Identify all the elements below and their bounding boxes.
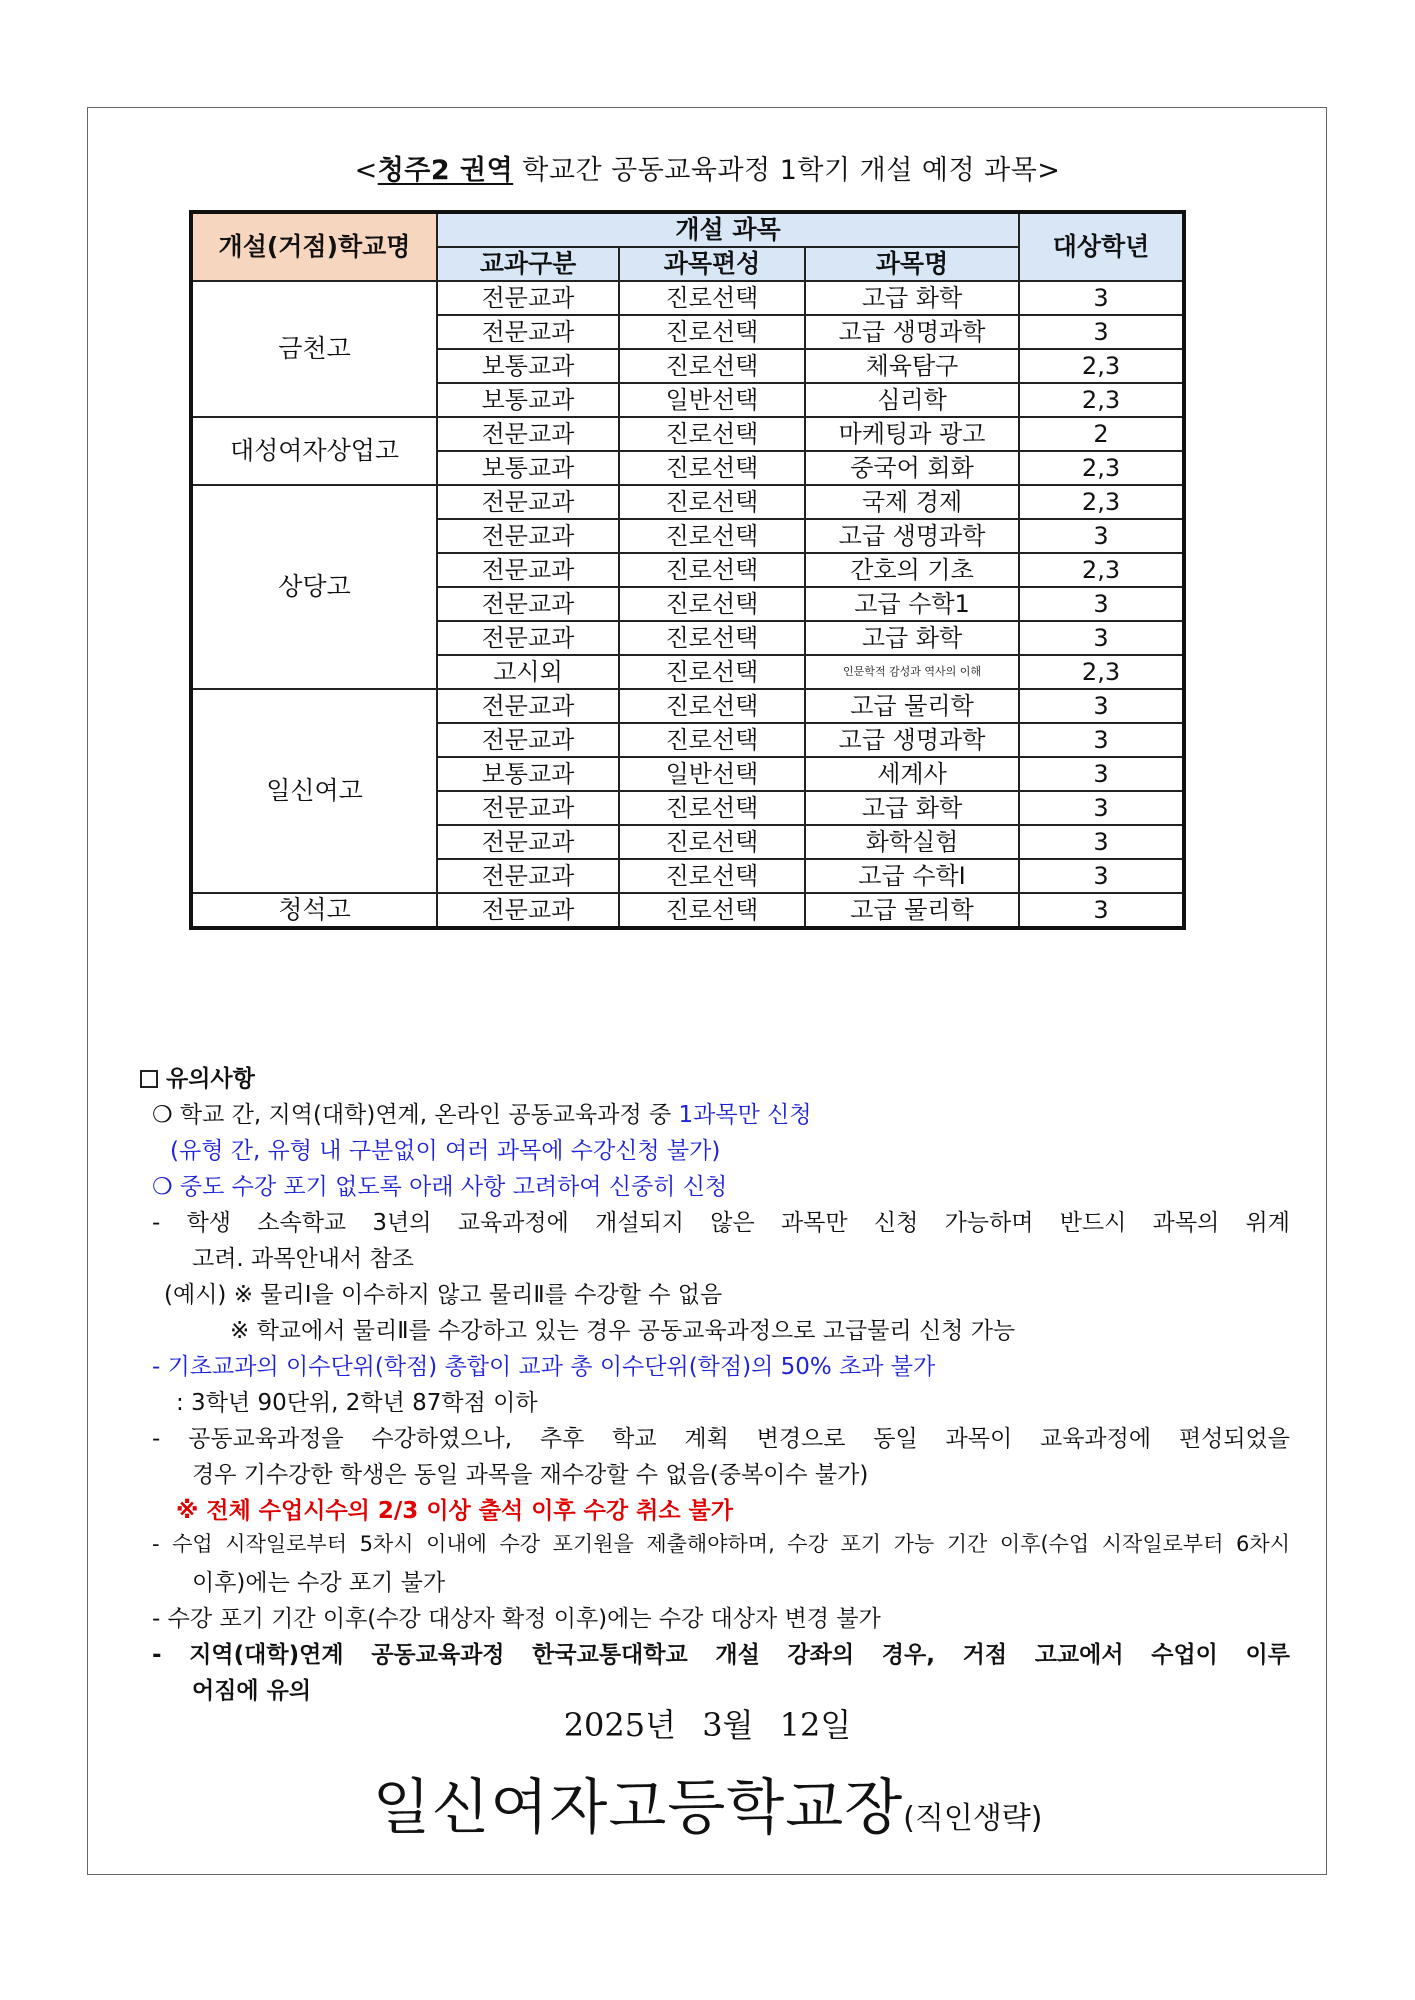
- subject-cell: 간호의 기초: [805, 553, 1019, 587]
- subject-cell: 고급 생명과학: [805, 519, 1019, 553]
- subject-cell: 세계사: [805, 757, 1019, 791]
- subject-cell: 체육탐구: [805, 349, 1019, 383]
- category-cell: 전문교과: [437, 281, 619, 315]
- grade-cell: 3: [1019, 757, 1184, 791]
- subject-cell: 국제 경제: [805, 485, 1019, 519]
- note-duplicate-cont: 경우 기수강한 학생은 동일 과목을 재수강할 수 없음(중복이수 불가): [192, 1462, 869, 1488]
- subject-cell: 중국어 회화: [805, 451, 1019, 485]
- note-example-1: (예시) ※ 물리Ⅰ을 이수하지 않고 물리Ⅱ를 수강할 수 없음: [164, 1282, 723, 1308]
- track-cell: 진로선택: [619, 825, 805, 859]
- grade-cell: 2,3: [1019, 451, 1184, 485]
- header-courses: 개설 과목: [437, 212, 1019, 247]
- category-cell: 고시외: [437, 655, 619, 689]
- subject-cell: 고급 수학1: [805, 587, 1019, 621]
- track-cell: 진로선택: [619, 621, 805, 655]
- category-cell: 전문교과: [437, 893, 619, 928]
- note-credit-limit: : 3학년 90단위, 2학년 87학점 이하: [176, 1390, 538, 1416]
- school-name-cell: 대성여자상업고: [191, 417, 437, 485]
- school-name-cell: 일신여고: [191, 689, 437, 893]
- notes-heading-text: 유의사항: [166, 1066, 255, 1092]
- note-withdraw-cont: 이후)에는 수강 포기 불가: [192, 1570, 446, 1596]
- category-cell: 전문교과: [437, 791, 619, 825]
- title-text: 학교간 공동교육과정 1학기 개설 예정 과목: [513, 155, 1038, 186]
- school-name-cell: 청석고: [191, 893, 437, 928]
- header-subject: 과목명: [805, 247, 1019, 281]
- signer-note: (직인생략): [903, 1801, 1043, 1836]
- note-withdraw: - 수업 시작일로부터 5차시 이내에 수강 포기원을 제출해야하며, 수강 포기 가능 기간 이후(수업 시작일로부터 6차시: [152, 1532, 1290, 1556]
- document-date: 2025년 3월 12일: [563, 1706, 852, 1744]
- grade-cell: 3: [1019, 621, 1184, 655]
- category-cell: 전문교과: [437, 689, 619, 723]
- course-table: [189, 210, 1186, 930]
- track-cell: 일반선택: [619, 757, 805, 791]
- subject-cell: 고급 화학: [805, 281, 1019, 315]
- category-cell: 전문교과: [437, 519, 619, 553]
- school-name-cell: 금천고: [191, 281, 437, 417]
- subject-cell: 인문학적 감성과 역사의 이해: [805, 655, 1019, 689]
- track-cell: 진로선택: [619, 417, 805, 451]
- track-cell: 일반선택: [619, 383, 805, 417]
- signer-name: 일신여자고등학교장: [372, 1773, 904, 1843]
- checkbox-square-icon: [140, 1070, 158, 1088]
- header-grade: 대상학년: [1019, 212, 1184, 281]
- grade-cell: 3: [1019, 825, 1184, 859]
- note-basic-credit: - 기초교과의 이수단위(학점) 총합이 교과 총 이수단위(학점)의 50% 초과 불가: [152, 1354, 936, 1380]
- grade-cell: 2: [1019, 417, 1184, 451]
- table-row: [191, 281, 1184, 315]
- category-cell: 보통교과: [437, 383, 619, 417]
- track-cell: 진로선택: [619, 349, 805, 383]
- grade-cell: 3: [1019, 587, 1184, 621]
- category-cell: 보통교과: [437, 349, 619, 383]
- category-cell: 전문교과: [437, 825, 619, 859]
- track-cell: 진로선택: [619, 451, 805, 485]
- grade-cell: 3: [1019, 315, 1184, 349]
- note-university: - 지역(대학)연계 공동교육과정 한국교통대학교 개설 강좌의 경우, 거점 고교에서 수업이 이루: [152, 1642, 1290, 1668]
- category-cell: 전문교과: [437, 621, 619, 655]
- grade-cell: 3: [1019, 519, 1184, 553]
- subject-cell: 고급 화학: [805, 621, 1019, 655]
- signer: [0, 1760, 1415, 1846]
- note-hierarchy: - 학생 소속학교 3년의 교육과정에 개설되지 않은 과목만 신청 가능하며 반드시 과목의 위계: [152, 1210, 1290, 1236]
- note-no-change: - 수강 포기 기간 이후(수강 대상자 확정 이후)에는 수강 대상자 변경 불가: [152, 1606, 881, 1632]
- table-row: [191, 417, 1184, 451]
- category-cell: 전문교과: [437, 417, 619, 451]
- track-cell: 진로선택: [619, 587, 805, 621]
- category-cell: 전문교과: [437, 315, 619, 349]
- category-cell: 전문교과: [437, 485, 619, 519]
- subject-cell: 고급 수학Ⅰ: [805, 859, 1019, 893]
- note-attendance: ※ 전체 수업시수의 2/3 이상 출석 이후 수강 취소 불가: [176, 1498, 733, 1524]
- grade-cell: 3: [1019, 893, 1184, 928]
- track-cell: 진로선택: [619, 519, 805, 553]
- subject-cell: 고급 물리학: [805, 893, 1019, 928]
- category-cell: 전문교과: [437, 553, 619, 587]
- grade-cell: 3: [1019, 281, 1184, 315]
- track-cell: 진로선택: [619, 859, 805, 893]
- category-cell: 보통교과: [437, 757, 619, 791]
- course-table-body: [191, 281, 1184, 928]
- grade-cell: 2,3: [1019, 485, 1184, 519]
- note-university-cont: 어짐에 유의: [192, 1678, 312, 1704]
- subject-cell: 마케팅과 광고: [805, 417, 1019, 451]
- subject-cell: 고급 화학: [805, 791, 1019, 825]
- note-hierarchy-cont: 고려. 과목안내서 참조: [192, 1246, 414, 1272]
- table-row: [191, 893, 1184, 928]
- title-open: <: [354, 155, 378, 186]
- notes-heading: [140, 1060, 255, 1093]
- track-cell: 진로선택: [619, 723, 805, 757]
- grade-cell: 2,3: [1019, 349, 1184, 383]
- category-cell: 전문교과: [437, 723, 619, 757]
- note-duplicate: - 공동교육과정을 수강하였으나, 추후 학교 계획 변경으로 동일 과목이 교육과정에 편성되었을: [152, 1426, 1290, 1452]
- subject-cell: 고급 물리학: [805, 689, 1019, 723]
- grade-cell: 2,3: [1019, 553, 1184, 587]
- header-category: 교과구분: [437, 247, 619, 281]
- subject-cell: 심리학: [805, 383, 1019, 417]
- document-title: [0, 148, 1415, 187]
- title-close: >: [1037, 155, 1061, 186]
- grade-cell: 3: [1019, 723, 1184, 757]
- subject-cell: 화학실험: [805, 825, 1019, 859]
- note-one-subject: ❍ 학교 간, 지역(대학)연계, 온라인 공동교육과정 중 1과목만 신청: [152, 1102, 812, 1128]
- track-cell: 진로선택: [619, 893, 805, 928]
- track-cell: 진로선택: [619, 281, 805, 315]
- school-name-cell: 상당고: [191, 485, 437, 689]
- track-cell: 진로선택: [619, 655, 805, 689]
- subject-cell: 고급 생명과학: [805, 315, 1019, 349]
- grade-cell: 3: [1019, 791, 1184, 825]
- category-cell: 보통교과: [437, 451, 619, 485]
- title-region: 청주2 권역: [377, 155, 514, 186]
- note-careful-apply: ❍ 중도 수강 포기 없도록 아래 사항 고려하여 신중히 신청: [152, 1174, 728, 1200]
- track-cell: 진로선택: [619, 485, 805, 519]
- grade-cell: 2,3: [1019, 383, 1184, 417]
- note-example-2: ※ 학교에서 물리Ⅱ를 수강하고 있는 경우 공동교육과정으로 고급물리 신청 가능: [230, 1318, 1016, 1344]
- table-row: [191, 689, 1184, 723]
- header-school: 개설(거점)학교명: [191, 212, 437, 281]
- note-one-subject-detail: (유형 간, 유형 내 구분없이 여러 과목에 수강신청 불가): [170, 1138, 721, 1164]
- category-cell: 전문교과: [437, 859, 619, 893]
- grade-cell: 3: [1019, 859, 1184, 893]
- category-cell: 전문교과: [437, 587, 619, 621]
- header-track: 과목편성: [619, 247, 805, 281]
- track-cell: 진로선택: [619, 553, 805, 587]
- grade-cell: 2,3: [1019, 655, 1184, 689]
- subject-cell: 고급 생명과학: [805, 723, 1019, 757]
- track-cell: 진로선택: [619, 315, 805, 349]
- track-cell: 진로선택: [619, 689, 805, 723]
- track-cell: 진로선택: [619, 791, 805, 825]
- table-row: [191, 485, 1184, 519]
- grade-cell: 3: [1019, 689, 1184, 723]
